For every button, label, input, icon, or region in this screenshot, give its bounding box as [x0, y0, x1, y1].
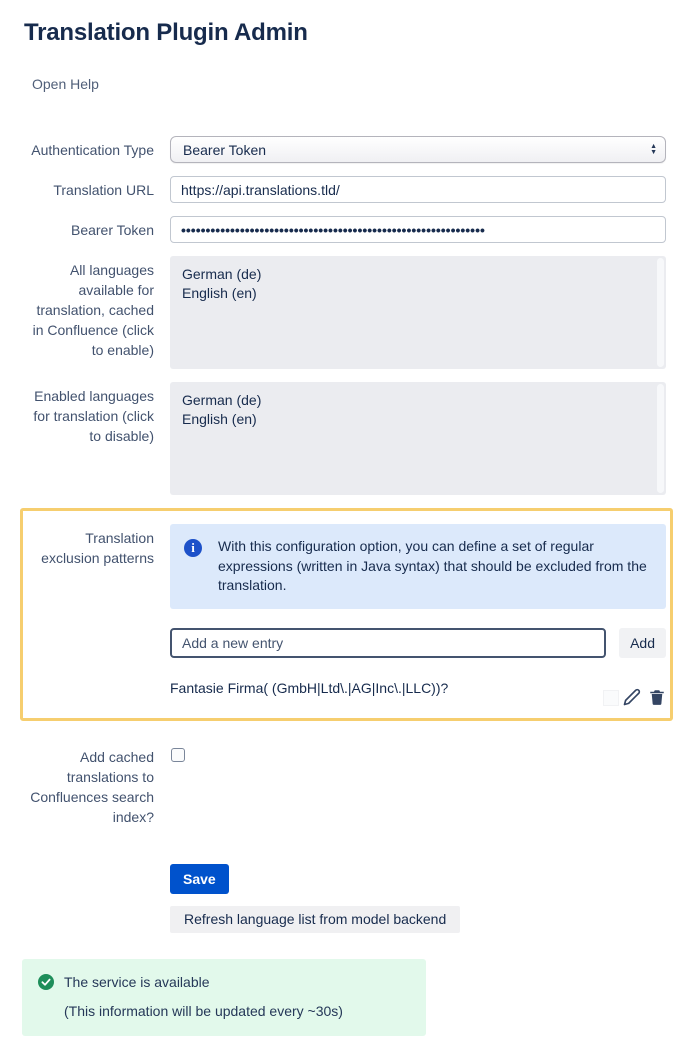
settings-form	[24, 136, 666, 933]
language-option-english[interactable]: English (en)	[182, 411, 257, 427]
auth-type-selected-value: Bearer Token	[183, 141, 267, 158]
pencil-icon	[623, 688, 641, 706]
scrollbar[interactable]	[657, 258, 664, 367]
up-down-arrows-icon: ▲ ▼	[650, 142, 657, 156]
bearer-token-input[interactable]	[170, 216, 666, 243]
translation-url-label: Translation URL	[53, 182, 154, 198]
language-option-german[interactable]: German (de)	[182, 392, 262, 408]
page-title: Translation Plugin Admin	[24, 19, 308, 46]
refresh-languages-button[interactable]: Refresh language list from model backend	[170, 906, 460, 933]
delete-entry-button[interactable]	[648, 688, 666, 706]
exclusion-entry-text: Fantasie Firma( (GmbH|Ltd\.|AG|Inc\.|LLC))?	[170, 679, 449, 696]
exclusion-entry-row	[170, 674, 666, 710]
exclusion-patterns-highlight	[20, 508, 673, 721]
add-entry-button[interactable]: Add	[619, 628, 666, 658]
exclusion-patterns-label: Translation exclusion patterns	[41, 530, 154, 566]
entry-actions	[603, 688, 666, 706]
auth-type-row	[24, 136, 666, 163]
bearer-token-row	[24, 216, 666, 243]
all-languages-listbox[interactable]	[170, 256, 666, 369]
action-buttons	[170, 864, 666, 933]
trash-icon	[648, 688, 666, 706]
scrollbar[interactable]	[657, 384, 664, 493]
enabled-languages-row	[24, 382, 666, 495]
all-languages-row	[24, 256, 666, 369]
exclusion-info-text: With this configuration option, you can define a set of regular expressions (written in Java syntax) that should be excluded from the translation.	[218, 538, 647, 593]
auth-type-select[interactable]	[170, 136, 666, 163]
all-languages-label: All languages available for translation, cached in Confluence (click to enable)	[32, 262, 154, 358]
language-option-german[interactable]: German (de)	[182, 266, 262, 282]
entry-action-placeholder	[603, 690, 619, 706]
enabled-languages-listbox[interactable]	[170, 382, 666, 495]
search-index-row	[24, 743, 666, 827]
service-status-note: (This information will be updated every ~30s)	[64, 1002, 343, 1019]
auth-type-label: Authentication Type	[31, 142, 154, 158]
exclusion-patterns-row	[24, 524, 666, 710]
add-entry-input[interactable]	[170, 628, 606, 658]
translation-url-input[interactable]	[170, 176, 666, 203]
search-index-label: Add cached translations to Confluences search index?	[30, 748, 154, 825]
translation-url-row	[24, 176, 666, 203]
save-button[interactable]: Save	[170, 864, 229, 894]
info-icon: i	[184, 539, 202, 557]
check-circle-icon	[38, 974, 54, 990]
edit-entry-button[interactable]	[623, 688, 641, 706]
service-status-text: The service is available	[64, 973, 210, 990]
exclusion-info-panel	[170, 524, 666, 609]
service-status-panel	[22, 959, 426, 1036]
bearer-token-label: Bearer Token	[70, 222, 154, 238]
enabled-languages-label: Enabled languages for translation (click to disable)	[33, 388, 154, 444]
language-option-english[interactable]: English (en)	[182, 285, 257, 301]
add-entry-row	[170, 628, 666, 658]
search-index-checkbox[interactable]	[171, 748, 185, 762]
open-help-link[interactable]: Open Help	[32, 76, 99, 92]
